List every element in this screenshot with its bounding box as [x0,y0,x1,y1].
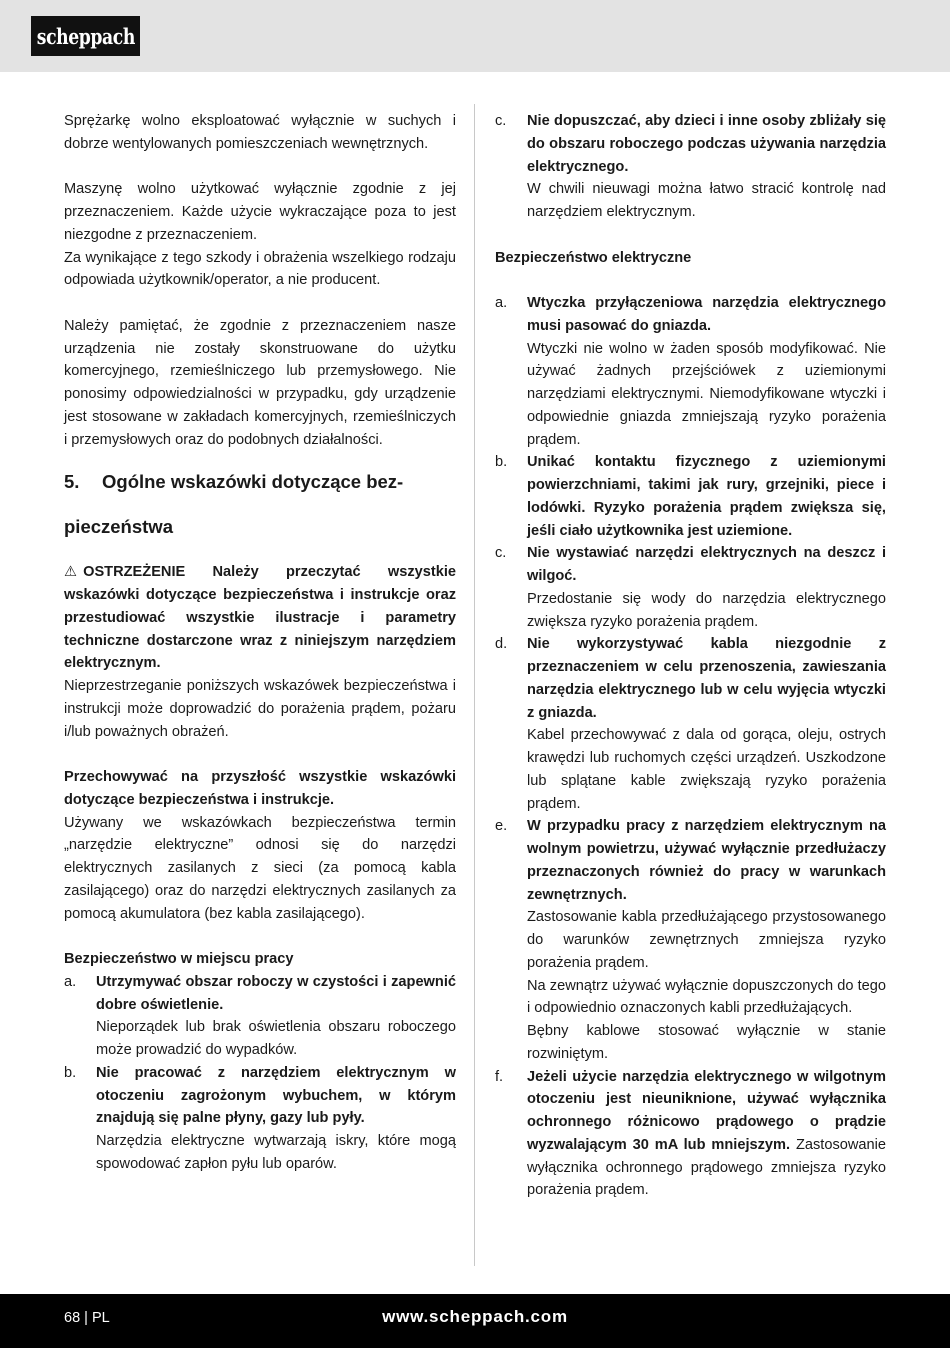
item-bold-text: Unikać kontaktu fizycznego z uziemionymi powierzchniami, takimi jak rury, grzejniki, piece i lodówki. Ryzyko porażenia prądem zwiększa się, jeśli ciało użytkownika jest uziemione. [527,454,886,539]
item-bold-text: Nie pracować z narzędziem elektrycznym w otoczeniu zagrożonym wybuchem, w którym znajdują się palne płyny, gazy lub pyły. [96,1064,456,1127]
list-marker: b. [64,1064,77,1081]
list-item-a [64,971,456,1062]
list-marker: a. [64,973,77,990]
keep-instructions-bold: Przechowywać na przyszłość wszystkie wskazówki dotyczące bezpieczeństwa i instrukcje. [64,769,456,808]
website-url: www.scheppach.com [382,1307,568,1326]
warning-bold-text: OSTRZEŻENIE Należy przeczytać wszystkie wskazówki dotyczące bezpieczeństwa i instrukcje oraz przestudiować wszystkie ilustracje i parametry techniczne dostarczone wraz z niniejszym narzędziem elektrycznym. [64,564,456,672]
list-item-a [495,292,886,451]
item-text: W chwili nieuwagi można łatwo stracić kontrolę nad narzędziem elektrycznym. [527,181,886,220]
list-item-d [495,633,886,815]
scheppach-logo [31,16,140,56]
list-item-b [495,451,886,542]
item-text: Przedostanie się wody do narzędzia elektrycznego zwiększa ryzyko porażenia prądem. [527,590,886,630]
page-header [0,0,950,72]
list-marker: f. [495,1068,504,1085]
logo-text: scheppach [36,23,135,49]
section-title-line2: pieczeństwa [64,516,173,538]
item-bold-text: Jeżeli użycie narzędzia elektrycznego w wilgotnym otoczeniu jest nieuniknione, używać wyłącznika ochronnego różnicowo prądowego o prądzie wyzwalającym 30 mA lub mniejszym. [527,1068,886,1153]
paragraph-usage-conditions: Sprężarkę wolno eksploatować wyłącznie w suchych i dobrze wentylowanych pomieszczeniach wewnętrznych. [64,113,456,152]
item-bold-text: Wtyczka przyłączeniowa narzędzia elektrycznego musi pasować do gniazda. [527,295,886,334]
item-text [527,1066,886,1203]
item-text: Wtyczki nie wolno w żaden sposób modyfikować. Nie używać żadnych przejściówek z uziemionymi narzędziami elektrycznymi. Niemodyfikowane wtyczki i odpowiednie gniazda zmniejszają ryzyko porażenia prądem. [527,340,886,448]
paragraph-commercial-use: Należy pamiętać, że zgodnie z przeznaczeniem nasze urządzenia nie zostały skonstruowane do użytku komercyjnego, rzemieślniczego lub przemysłowego. Nie ponosimy odpowiedzialności w przypadku, gdy urządzenie jest stosowane w zakładach komercyjnych, rzemieślniczych i przemysłowych oraz do podobnych działalności. [64,317,456,448]
page-number: 68 | PL [64,1310,110,1326]
paragraph-liability: Za wynikające z tego szkody i obrażenia wszelkiego rodzaju odpowiada użytkownik/operator, a nie producent. [64,249,456,289]
item-bold-text: Nie wykorzystywać kabla niezgodnie z przeznaczeniem w celu przenoszenia, zawieszania narzędzia elektrycznego lub w celu wyjęcia wtyczki z gniazda. [527,636,886,721]
item-bold-text: W przypadku pracy z narzędziem elektrycznym na wolnym powietrzu, używać wyłącznie przedłużaczy przeznaczonych również do pracy w warunkach zewnętrznych. [527,818,886,903]
right-column [495,110,886,1202]
workplace-safety-title: Bezpieczeństwo w miejscu pracy [64,951,294,967]
section-heading [64,459,456,504]
list-marker: d. [495,636,508,653]
keep-instructions-text: Używany we wskazówkach bezpieczeństwa termin „narzędzie elektryczne” odnosi się do narzędzi elektrycznych zasilanych z sieci (za pomocą kabla zasilającego) oraz do narzędzi elektrycznych zasilanych za pomocą akumulatora (bez kabla zasilającego). [64,814,456,922]
list-item-e [495,815,886,1065]
list-marker: b. [495,454,508,471]
item-bold-text: Nie wystawiać narzędzi elektrycznych na deszcz i wilgoć. [527,545,886,584]
left-column [64,110,456,1176]
list-marker: a. [495,295,508,311]
item-bold-text: Nie dopuszczać, aby dzieci i inne osoby zbliżały się do obszaru roboczego podczas używania narzędzia elektrycznego. [527,113,886,175]
list-item-b [64,1062,456,1176]
item-text: Nieporządek lub brak oświetlenia obszaru roboczego może prowadzić do wypadków. [96,1019,456,1058]
warning-text: Nieprzestrzeganie poniższych wskazówek bezpieczeństwa i instrukcji może doprowadzić do porażenia prądem, pożaru i/lub poważnych obrażeń. [64,678,456,740]
paragraph-intended-use: Maszynę wolno użytkować wyłącznie zgodnie z jej przeznaczeniem. Każde użycie wykraczające poza to jest niezgodne z przeznaczeniem. [64,181,456,243]
list-marker: c. [495,113,507,129]
warning-triangle-icon: ⚠ [64,564,78,581]
item-bold-text: Utrzymywać obszar roboczy w czystości i zapewnić dobre oświetlenie. [96,973,456,1013]
item-plain-text: Zastosowanie wyłącznika ochronnego prądowego zmniejsza ryzyko porażenia prądem. [527,1136,886,1199]
section-title-line1: Ogólne wskazówki dotyczące bez- [102,471,404,493]
list-item-f [495,1066,886,1203]
list-marker: c. [495,545,507,562]
item-text: Na zewnątrz używać wyłącznie dopuszczonych do tego i odpowiednio oznaczonych kabli przedłużających. [527,977,886,1017]
electrical-safety-title: Bezpieczeństwo elektryczne [495,249,692,266]
list-item-c-workplace [495,110,886,224]
item-text: Kabel przechowywać z dala od gorąca, oleju, ostrych krawędzi lub ruchomych części urządzeń. Uszkodzone lub splątane kable zwiększają ryzyko porażenia prądem. [527,727,886,812]
list-marker: e. [495,818,508,835]
list-item-c [495,542,886,633]
warning-paragraph [64,561,456,675]
item-text: Bębny kablowe stosować wyłącznie w stanie rozwiniętym. [527,1023,886,1062]
item-text: Narzędzia elektryczne wytwarzają iskry, które mogą spowodować zapłon pyłu lub oparów. [96,1133,456,1172]
item-text: Zastosowanie kabla przedłużającego przystosowanego do warunków zewnętrznych zmniejsza ryzyko porażenia prądem. [527,909,886,971]
page-footer [0,1294,950,1348]
column-divider [474,104,475,1266]
section-number: 5. [64,471,80,493]
